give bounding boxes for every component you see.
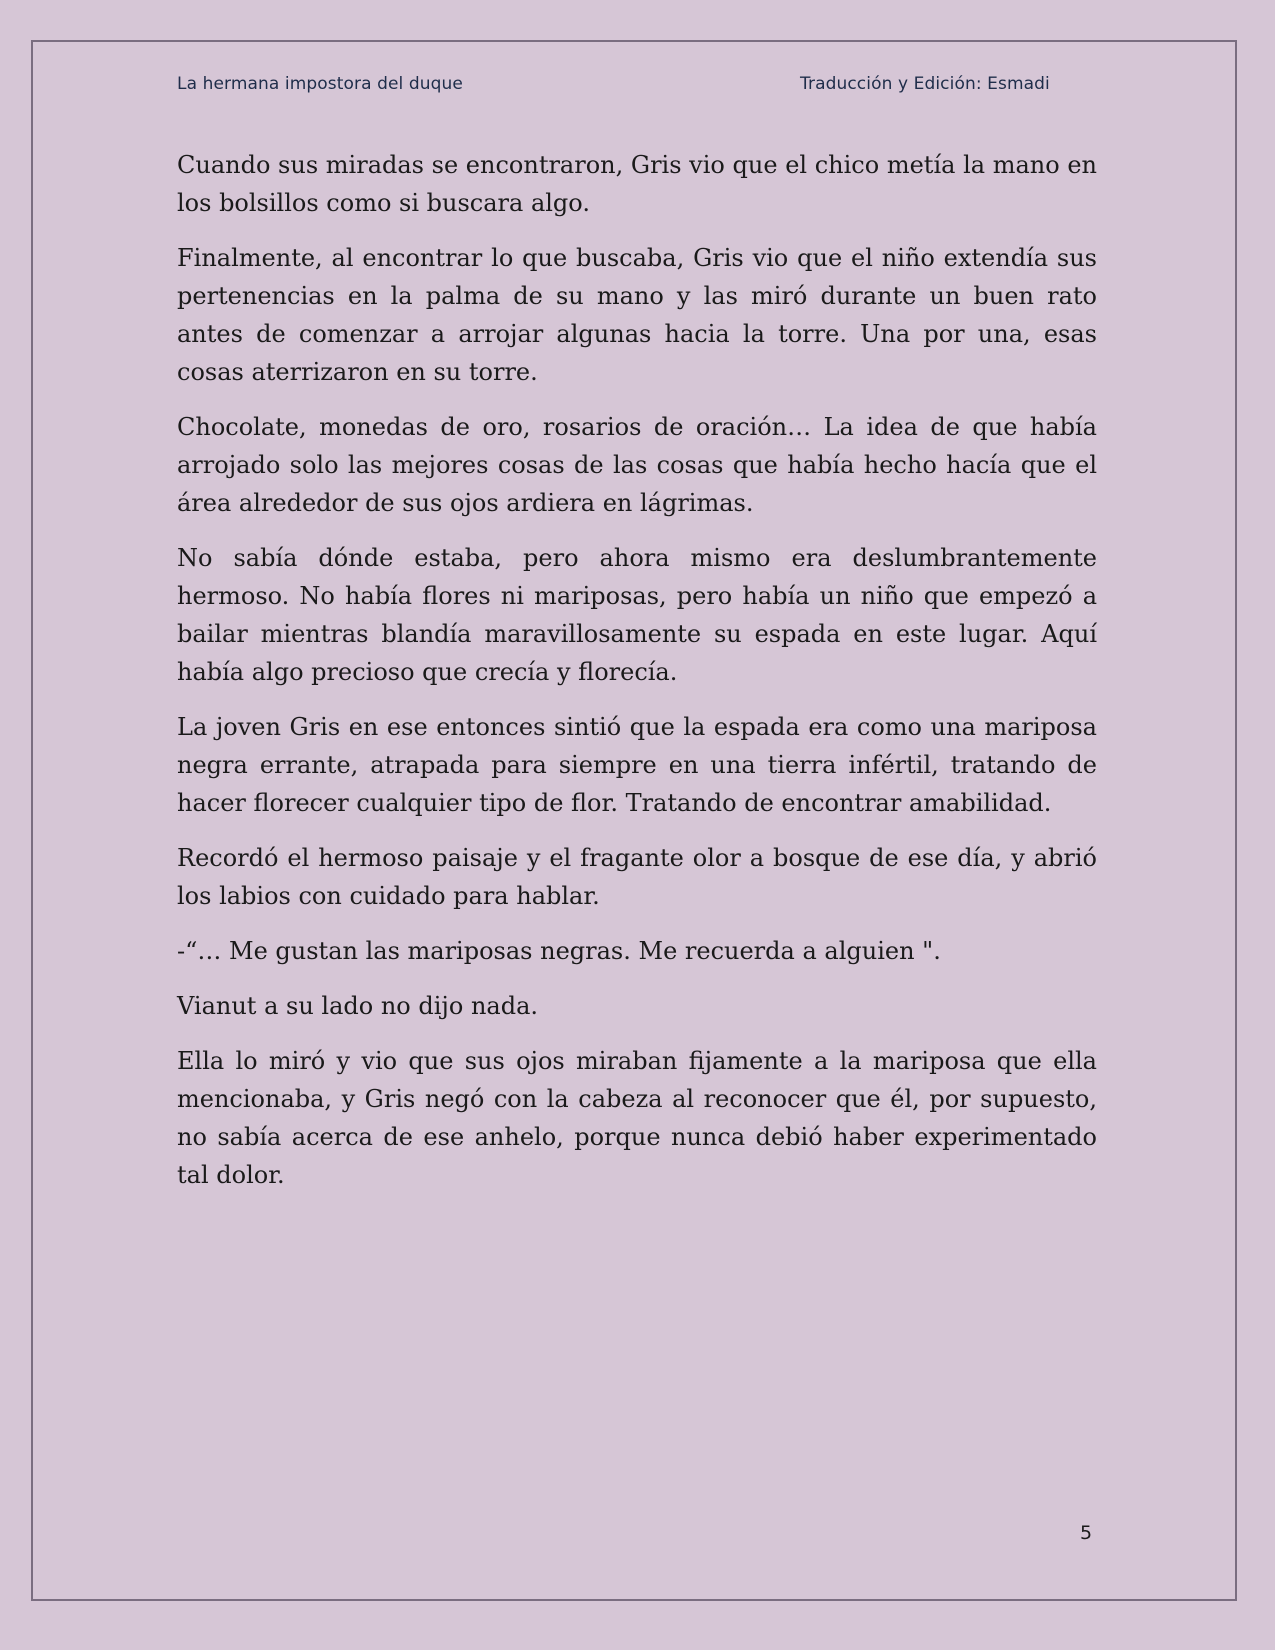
paragraph: Chocolate, monedas de oro, rosarios de oración… La idea de que había arrojado solo las mejores cosas de las cosas que había hecho hacía que el área alrededor de sus ojos ardiera en lágrimas. xyxy=(177,413,1097,517)
paragraph: Recordó el hermoso paisaje y el fragante olor a bosque de ese día, y abrió los labios con cuidado para hablar. xyxy=(177,844,1097,910)
paragraph: No sabía dónde estaba, pero ahora mismo era deslumbrantemente hermoso. No había flores ni mariposas, pero había un niño que empezó a bailar mientras blandía maravillosamente su espada en este lugar. Aquí había algo precioso que crecía y florecía. xyxy=(177,544,1097,686)
paragraph: Ella lo miró y vio que sus ojos miraban fijamente a la mariposa que ella mencionaba, y Gris negó con la cabeza al reconocer que él, por supuesto, no sabía acerca de ese anhelo, porque nunca debió haber experimentado tal dolor. xyxy=(177,1047,1097,1189)
paragraph: Vianut a su lado no dijo nada. xyxy=(177,992,539,1020)
body-text xyxy=(177,146,1097,1211)
paragraph: La joven Gris en ese entonces sintió que la espada era como una mariposa negra errante, atrapada para siempre en una tierra infértil, tratando de hacer florecer cualquier tipo de flor. Tratando de encontrar amabilidad. xyxy=(177,713,1097,817)
paragraph: Cuando sus miradas se encontraron, Gris vio que el chico metía la mano en los bolsillos como si buscara algo. xyxy=(177,151,1097,217)
paragraph: -“… Me gustan las mariposas negras. Me recuerda a alguien ". xyxy=(177,937,941,965)
paragraph: Finalmente, al encontrar lo que buscaba, Gris vio que el niño extendía sus pertenencias en la palma de su mano y las miró durante un buen rato antes de comenzar a arrojar algunas hacia la torre. Una por una, esas cosas aterrizaron en su torre. xyxy=(177,244,1097,386)
header-translation-credit: Traducción y Edición: Esmadi xyxy=(800,74,1050,94)
page-number: 5 xyxy=(1080,1522,1093,1544)
header-book-title: La hermana impostora del duque xyxy=(177,74,463,94)
